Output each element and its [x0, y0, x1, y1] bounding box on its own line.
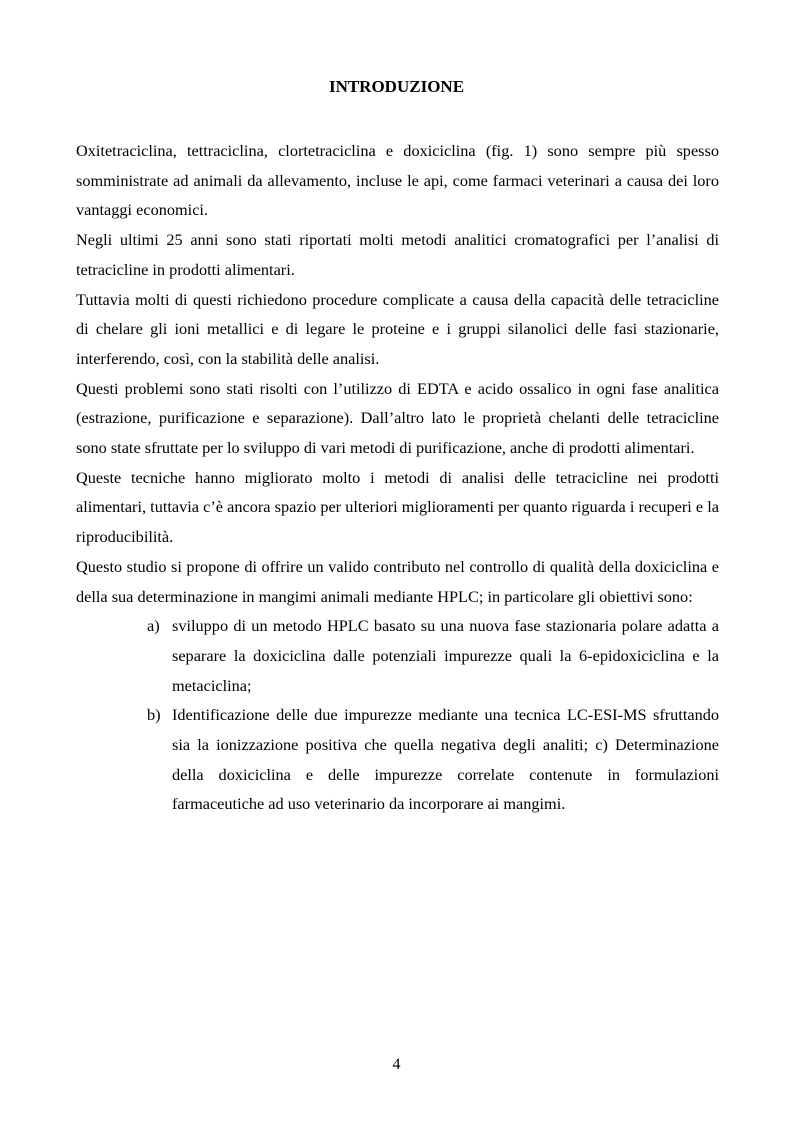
paragraph-3: Tuttavia molti di questi richiedono procedure complicate a causa della capacità delle tetracicline di chelare gli ioni metallici e di legare le proteine e i gruppi silanolici delle fasi stazionarie, interferendo, così, con la stabilità delle analisi. [76, 289, 719, 368]
paragraph-1: Oxitetraciclina, tettraciclina, clortetraciclina e doxiciclina (fig. 1) sono sempre più spesso somministrate ad animali da allevamento, incluse le api, come farmaci veterinari a causa dei loro vantaggi economici. [76, 141, 719, 220]
paragraph-2: Negli ultimi 25 anni sono stati riportati molti metodi analitici cromatografici per l’analisi di tetracicline in prodotti alimentari. [76, 230, 719, 279]
paragraph-6: Questo studio si propone di offrire un valido contributo nel controllo di qualità della doxiciclina e della sua determinazione in mangimi animali mediante HPLC; in particolare gli obiettivi sono: [76, 556, 719, 606]
paragraph-5: Queste tecniche hanno migliorato molto i metodi di analisi delle tetracicline nei prodotti alimentari, tuttavia c’è ancora spazio per ulteriori miglioramenti per quanto riguarda i recuperi e la riproducibilità. [76, 467, 719, 547]
body-text [76, 136, 719, 819]
list-marker-a: a) [147, 616, 160, 636]
page-title: INTRODUZIONE [328, 77, 465, 96]
list-marker-b: b) [147, 705, 161, 725]
list-item-a [76, 611, 719, 700]
list-item-text-b: Identificazione delle due impurezze mediante una tecnica LC-ESI-MS sfruttando sia la ionizzazione positiva che quella negativa degli analiti; c) Determinazione della doxiciclina e delle impurezze correlate contenute in formulazioni farmaceutiche ad uso veterinario da incorporare ai mangimi. [172, 705, 719, 814]
paragraph-4: Questi problemi sono stati risolti con l’utilizzo di EDTA e acido ossalico in ogni fase analitica (estrazione, purificazione e separazione). Dall’altro lato le proprietà chelanti delle tetracicline sono state sfruttate per lo sviluppo di vari metodi di purificazione, anche di prodotti alimentari. [76, 378, 719, 458]
objectives-list [76, 611, 719, 819]
list-item-text-a: sviluppo di un metodo HPLC basato su una nuova fase stazionaria polare adatta a separare la doxiciclina dalle potenziali impurezze quali la 6-epidoxiciclina e la metaciclina; [172, 616, 719, 695]
page-number: 4 [392, 1056, 401, 1073]
list-item-b [76, 700, 719, 819]
